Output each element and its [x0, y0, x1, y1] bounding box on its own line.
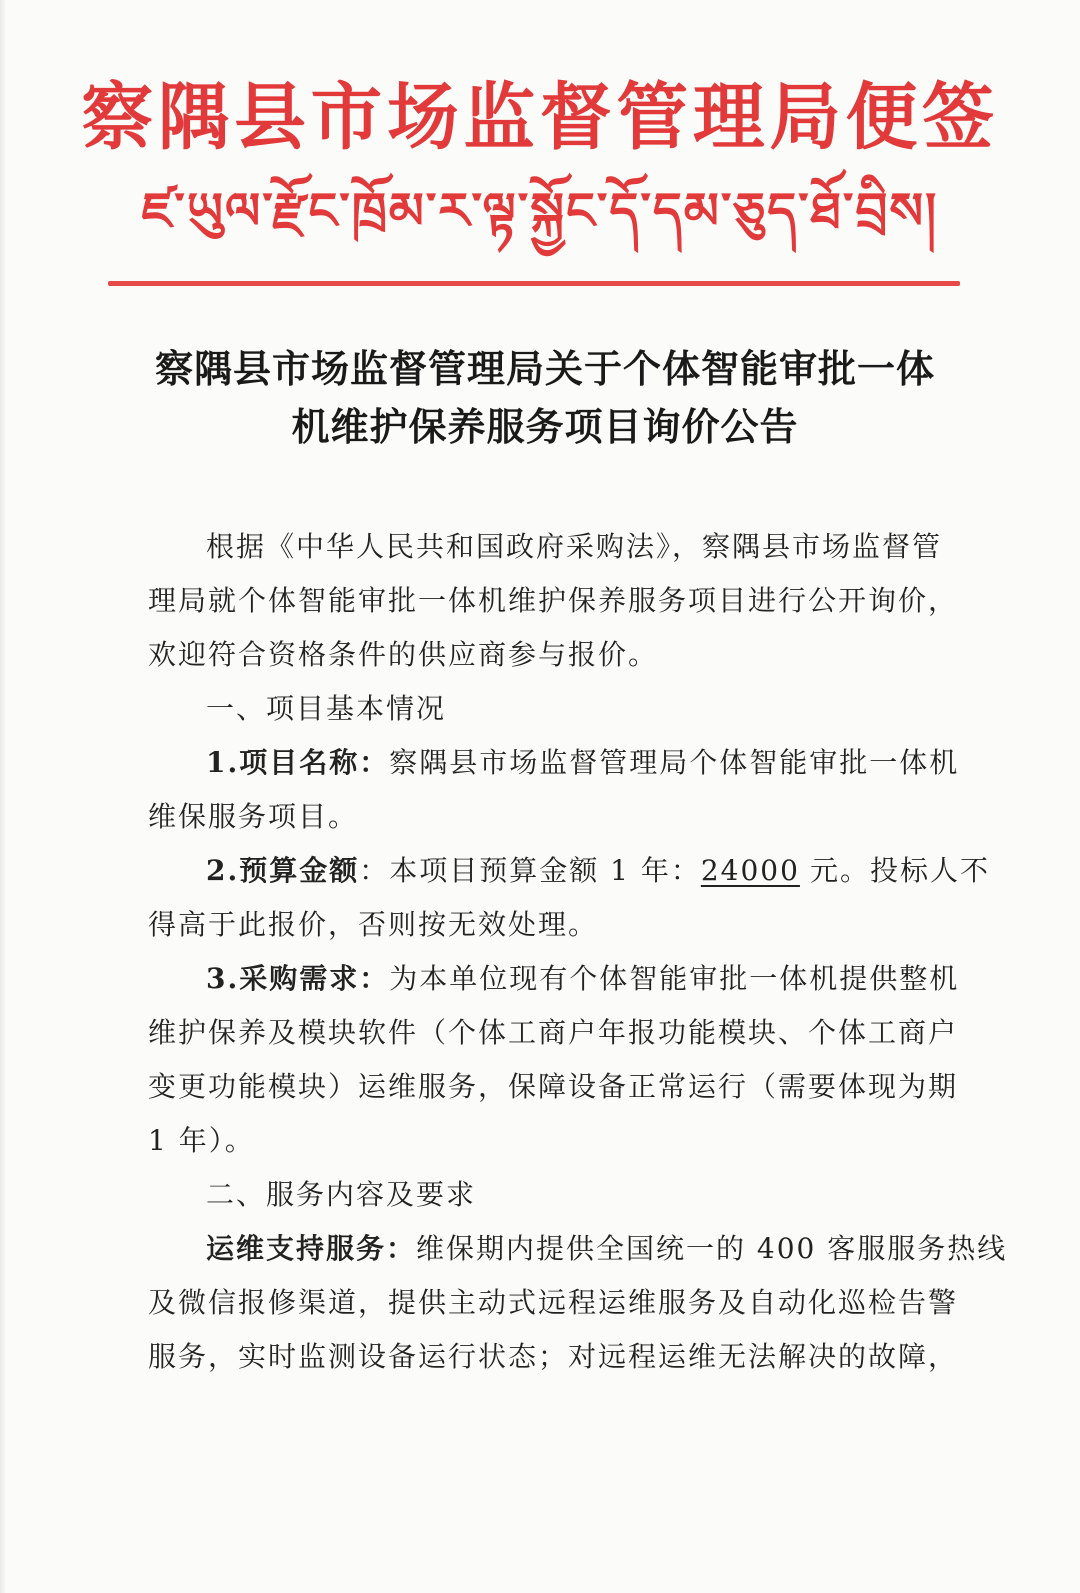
red-divider-line — [108, 281, 960, 286]
section-1-heading: 一、项目基本情况 — [206, 692, 447, 725]
service-line-2: 及微信报修渠道，提供主动式远程运维服务及自动化巡检告警 — [148, 1286, 959, 1319]
item-2-line-2: 得高于此报价，否则按无效处理。 — [148, 908, 599, 941]
service-text: 维保期内提供全国统一的 400 客服服务热线 — [416, 1232, 1008, 1265]
document-title — [130, 340, 960, 456]
item-3-line-4: 1 年）。 — [148, 1124, 255, 1157]
item-3-label: 3.采购需求： — [206, 962, 390, 995]
item-3-line-2: 维护保养及模块软件（个体工商户年报功能模块、个体工商户 — [148, 1016, 959, 1049]
title-line-2: 机维护保养服务项目询价公告 — [291, 404, 799, 449]
item-2-line-1 — [148, 844, 990, 898]
section-2-heading: 二、服务内容及要求 — [206, 1178, 477, 1211]
letterhead-tibetan: ཛ་ཡུལ་རྫོང་ཁྲོམ་ར་ལྟ་སྐྱོང་དོ་དམ་ཅུད་ཐོ་བྲིས། — [141, 181, 939, 240]
service-line-3: 服务，实时监测设备运行状态；对远程运维无法解决的故障， — [148, 1340, 959, 1373]
budget-amount: 24000 — [700, 854, 800, 887]
item-2-label: 2.预算金额 — [206, 854, 360, 887]
item-2-text-before: ：本项目预算金额 1 年： — [359, 854, 701, 887]
intro-line-3: 欢迎符合资格条件的供应商参与报价。 — [148, 638, 659, 671]
letterhead-chinese: 察隅县市场监督管理局便签 — [81, 74, 999, 160]
letterhead — [0, 72, 1080, 246]
title-line-1: 察隅县市场监督管理局关于个体智能审批一体 — [154, 346, 935, 391]
service-line-1 — [148, 1222, 1008, 1276]
item-1-label: 1.项目名称： — [206, 746, 390, 779]
document-body — [148, 520, 1008, 1384]
item-1-text: 察隅县市场监督管理局个体智能审批一体机 — [389, 746, 960, 779]
service-label: 运维支持服务： — [206, 1232, 417, 1265]
item-1-line-1 — [148, 736, 960, 790]
intro-line-2: 理局就个体智能审批一体机维护保养服务项目进行公开询价， — [148, 584, 959, 617]
item-1-line-2: 维保服务项目。 — [148, 800, 359, 833]
intro-line-1: 根据《中华人民共和国政府采购法》，察隅县市场监督管 — [206, 530, 943, 563]
item-3-text: 为本单位现有个体智能审批一体机提供整机 — [389, 962, 960, 995]
item-3-line-3: 变更功能模块）运维服务，保障设备正常运行（需要体现为期 — [148, 1070, 959, 1103]
item-3-line-1 — [148, 952, 960, 1006]
item-2-text-after: 元。投标人不 — [809, 854, 990, 887]
